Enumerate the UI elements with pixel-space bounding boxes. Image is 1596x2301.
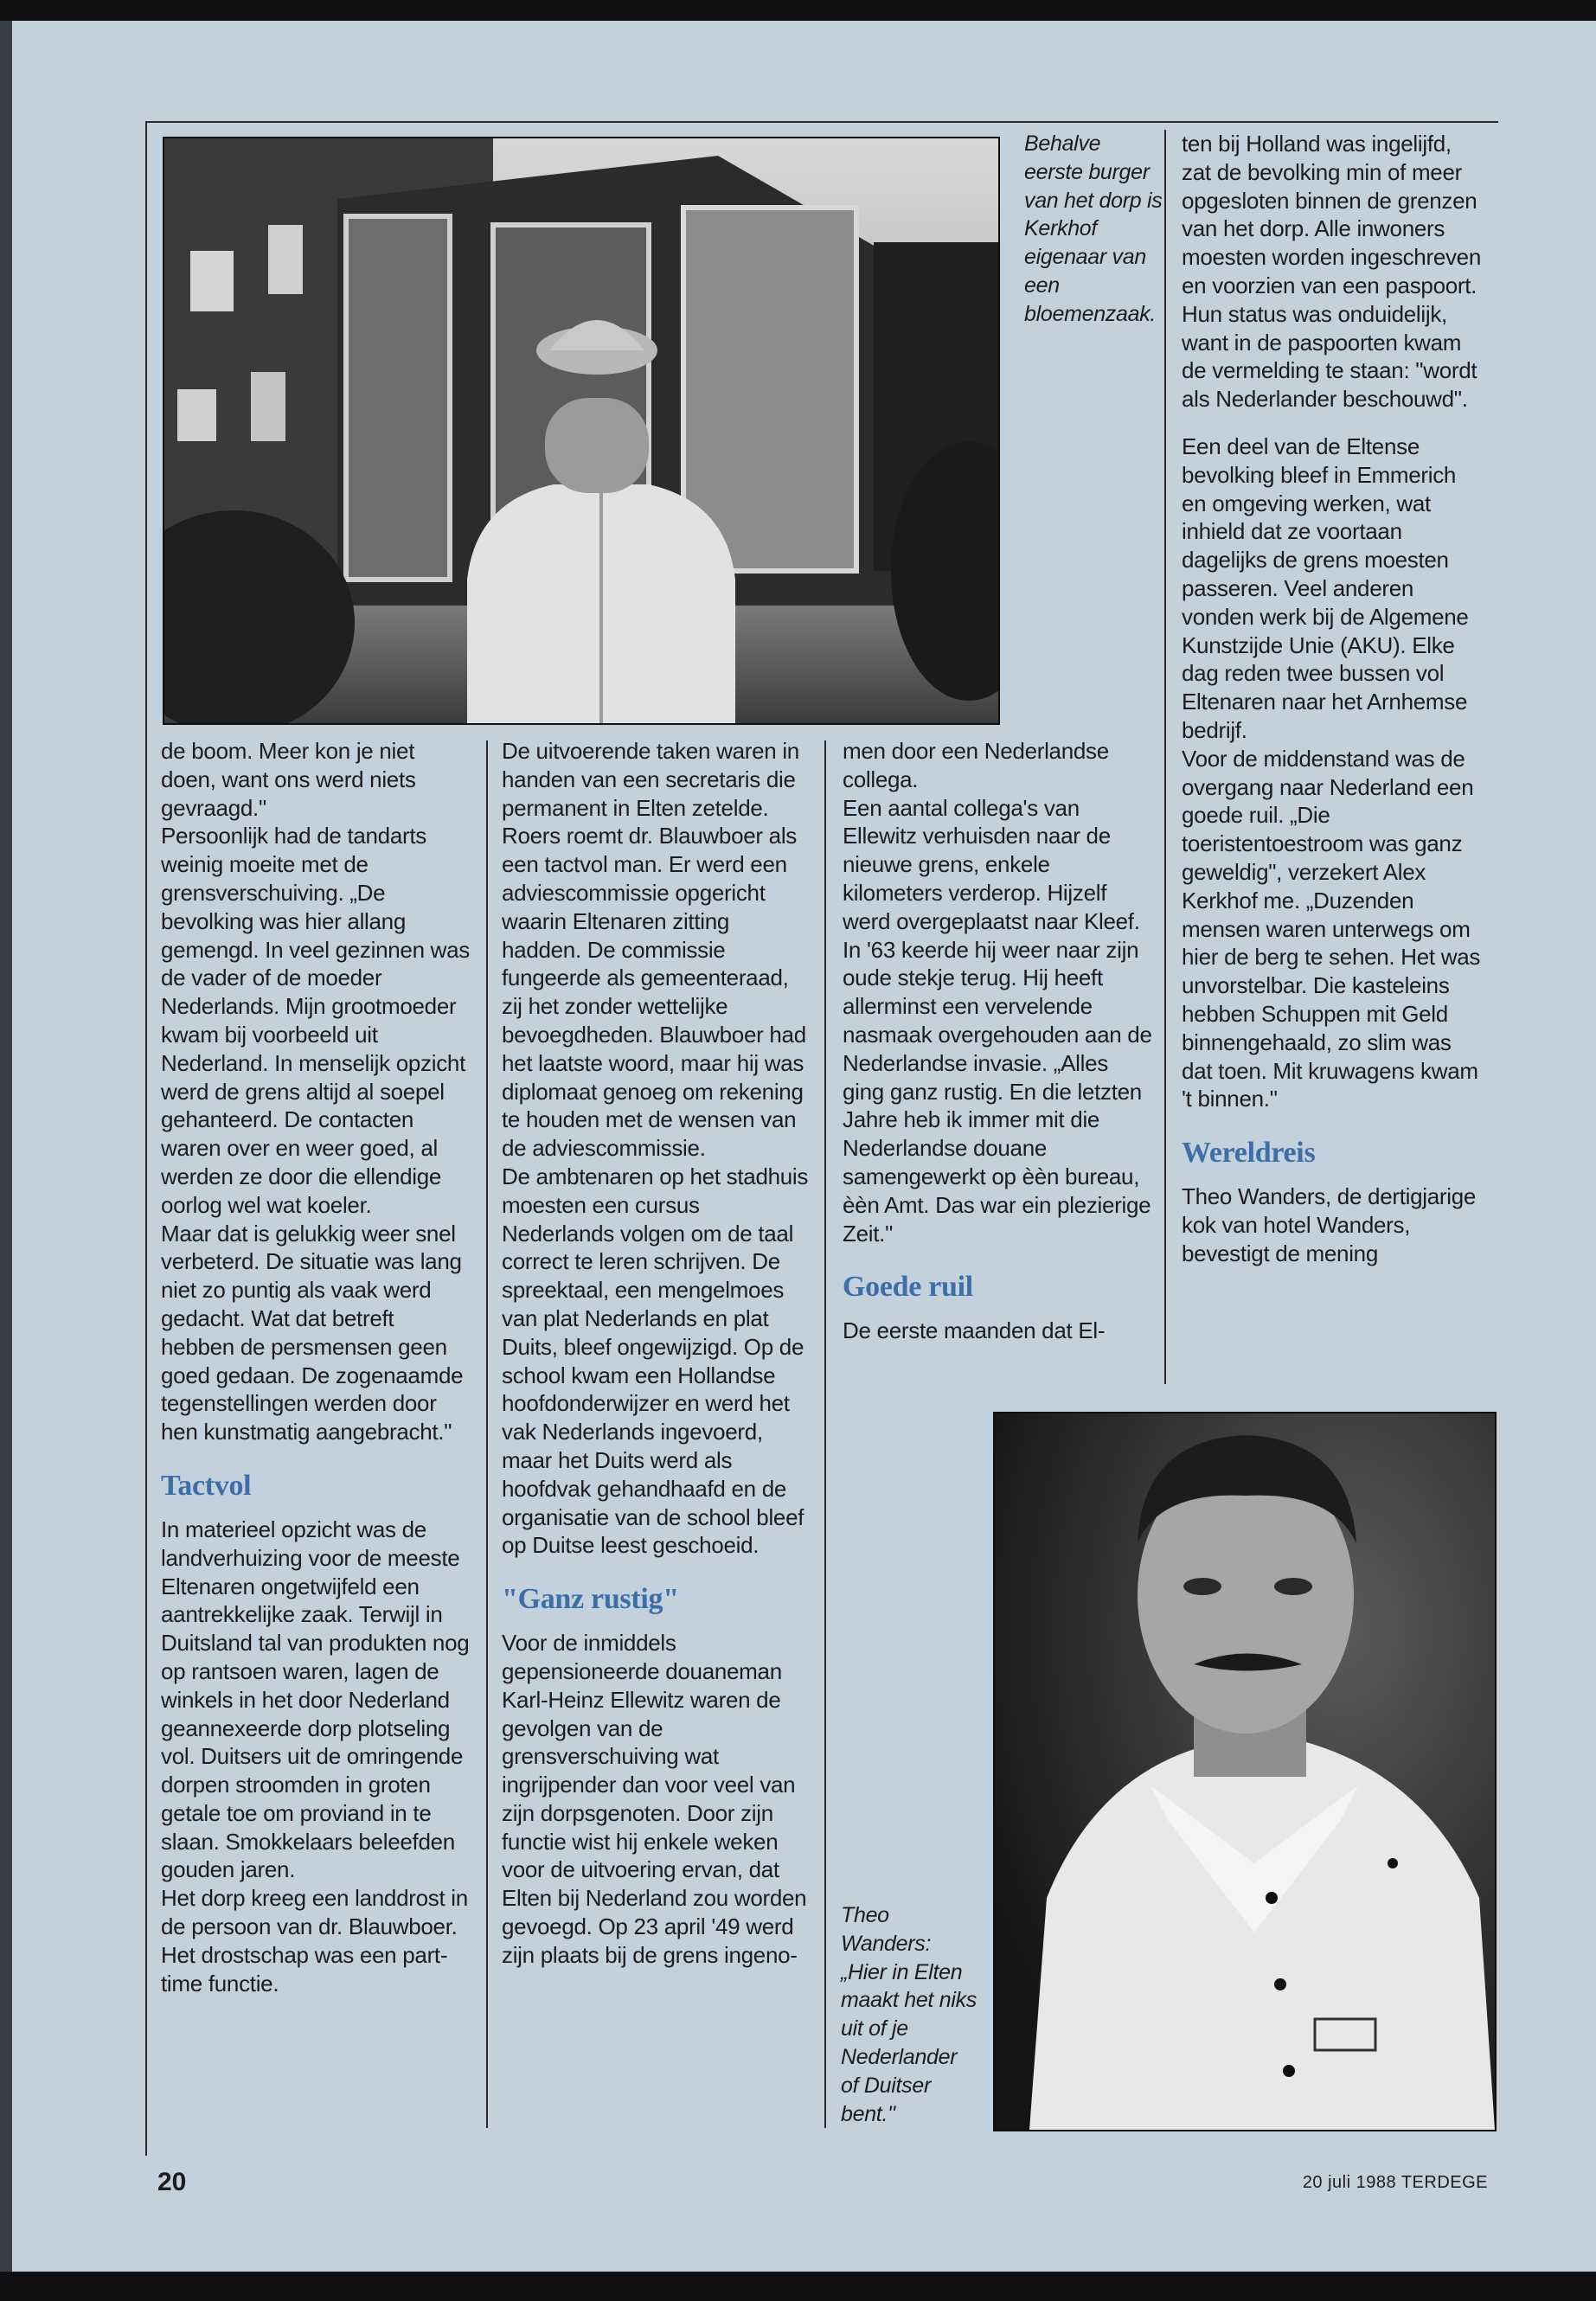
col3-paragraph-1: men door een Nederlandse collega. <box>843 738 1109 792</box>
caption-top-text: Behalve eerste burger van het dorp is Kerkhof eigenaar van een bloemenzaak. <box>1024 131 1163 326</box>
caption-top <box>1024 130 1163 329</box>
heading-goede-ruil: Goede ruil <box>843 1271 973 1304</box>
col1-paragraph-2: Persoonlijk had de tandarts weinig moeite met de grensverschuiving. „De bevolking was hier allang gemengd. In veel gezinnen was de vader of de moeder Nederlands. Mijn grootmoeder kwam bij voorbeeld uit Nederland. In menselijk opzicht werd de grens altijd al soepel gehanteerd. De contacten waren over en weer goed, al werden ze door die ellendige oorlog wel wat koeler. <box>161 823 470 1218</box>
heading-wereldreis: Wereldreis <box>1182 1137 1316 1170</box>
column-1 <box>161 737 471 1997</box>
photo-kerkhof <box>163 137 1000 725</box>
column-rule-3 <box>1164 130 1166 1384</box>
scan-bottom-edge <box>0 2272 1596 2301</box>
col1-paragraph-3: Maar dat is gelukkig weer snel verbeterd. De situatie was lang niet zo puntig als vaak werd gedacht. Wat dat betreft hebben de persmensen geen goed gedaan. De zogenaamde tegenstellingen werden door hen kunstmatig aangebracht." <box>161 1220 464 1445</box>
col1-paragraph-4: In materieel opzicht was de landverhuizing voor de meeste Eltenaren ongetwijfeld een aantrekkelijke zaak. Terwijl in Duitsland tal van produkten nog op rantsoen waren, lagen de winkels in het door Nederland geannexeerde dorp plotseling vol. Duitsers uit de omringende dorpen stroomden in groten getale toe om proviand in te slaan. Smokkelaars beleefden gouden jaren. <box>161 1516 470 1883</box>
photo-theo-wanders-image <box>995 1413 1495 2130</box>
col3-paragraph-2: Een aantal collega's van Ellewitz verhuisden naar de nieuwe grens, enkele kilometers verderop. Hijzelf werd overgeplaatst naar Kleef. In '63 keerde hij weer naar zijn oude stekje terug. Hij heeft allerminst een vervelende nasmaak overgehouden aan de Nederlandse invasie. „Alles ging ganz rustig. En die letzten Jahre heb ik immer mit die Nederlandse douane samengewerkt op èèn bureau, èèn Amt. Das war ein plezierige Zeit." <box>843 794 1152 1247</box>
caption-bottom-text: Theo Wanders: „Hier in Elten maakt het niks uit of je Nederlander of Duitser bent." <box>841 1903 977 2126</box>
column-rule-1 <box>486 740 488 2128</box>
page-number: 20 <box>157 2168 187 2196</box>
col3-paragraph-3: De eerste maanden dat El- <box>843 1317 1106 1344</box>
col1-paragraph-5: Het dorp kreeg een landdrost in de persoon van dr. Blauwboer. Het drostschap was een part-time functie. <box>161 1885 468 1997</box>
photo-theo-wanders <box>993 1412 1497 2131</box>
heading-tactvol: Tactvol <box>161 1469 252 1502</box>
scan-top-edge <box>0 0 1596 21</box>
column-4 <box>1182 130 1483 1267</box>
column-rule-2 <box>824 740 826 2128</box>
col1-paragraph-1: de boom. Meer kon je niet doen, want ons werd niets gevraagd." <box>161 738 416 821</box>
photo-kerkhof-image <box>164 138 998 723</box>
heading-ganz-rustig: "Ganz rustig" <box>502 1583 679 1616</box>
col4-paragraph-1: ten bij Holland was ingelijfd, zat de bevolking min of meer opgesloten binnen de grenzen van het dorp. Alle inwoners moesten worden ingeschreven en voorzien van een paspoort. Hun status was onduidelijk, want in de paspoorten kwam de vermelding te staan: "wordt als Nederlander beschouwd". <box>1182 131 1481 413</box>
col2-paragraph-1: De uitvoerende taken waren in handen van een secretaris die permanent in Elten zetelde. Roers roemt dr. Blauwboer als een tactvol man. Er werd een adviescommissie opgericht waarin Eltenaren zitting hadden. De commissie fungeerde als gemeenteraad, zij het zonder wettelijke bevoegdheden. Blauwboer had het laatste woord, maar hij was diplomaat genoeg om rekening te houden met de wensen van de adviescommissie. <box>502 738 806 1162</box>
column-2 <box>502 737 811 1970</box>
issue-info: 20 juli 1988 TERDEGE <box>1302 2173 1488 2192</box>
scan-left-edge <box>0 21 12 2272</box>
col4-paragraph-4: Theo Wanders, de dertigjarige kok van hotel Wanders, bevestigt de mening <box>1182 1183 1477 1266</box>
col2-paragraph-3: Voor de inmiddels gepensioneerde douaneman Karl-Heinz Ellewitz waren de gevolgen van de grensverschuiving wat ingrijpender dan voor veel van zijn dorpsgenoten. Door zijn functie wist hij enkele weken voor de uitvoering ervan, dat Elten bij Nederland zou worden gevoegd. Op 23 april '49 werd zijn plaats bij de grens ingeno- <box>502 1630 807 1968</box>
caption-bottom <box>841 1901 979 2128</box>
col2-paragraph-2: De ambtenaren op het stadhuis moesten een cursus Nederlands volgen om de taal correct te leren schrijven. De spreektaal, een mengelmoes van plat Nederlands en plat Duits, bleef ongewijzigd. Op de school kwam een Hollandse hoofdonderwijzer en werd het vak Nederlands ingevoerd, maar het Duits werd als hoofdvak gehandhaafd en de organisatie van de school bleef op Duitse leest geschoeid. <box>502 1163 809 1559</box>
col4-paragraph-2: Een deel van de Eltense bevolking bleef in Emmerich en omgeving werken, wat inhield dat ze voortaan dagelijks de grens moesten passeren. Veel anderen vonden werk bij de Algemene Kunstzijde Unie (AKU). Elke dag reden twee bussen vol Eltenaren naar het Arnhemse bedrijf. <box>1182 433 1469 743</box>
col4-paragraph-3: Voor de middenstand was de overgang naar Nederland een goede ruil. „Die toeristentoestroom was ganz geweldig", verzekert Alex Kerkhof me. „Duzenden mensen waren unterwegs om hier de berg te sehen. Het was unvorstelbar. Die kasteleins hebben Schuppen mit Geld binnengehaald, zo slim was dat toen. Mit kruwagens kwam 't binnen." <box>1182 745 1481 1112</box>
column-3 <box>843 737 1152 1345</box>
